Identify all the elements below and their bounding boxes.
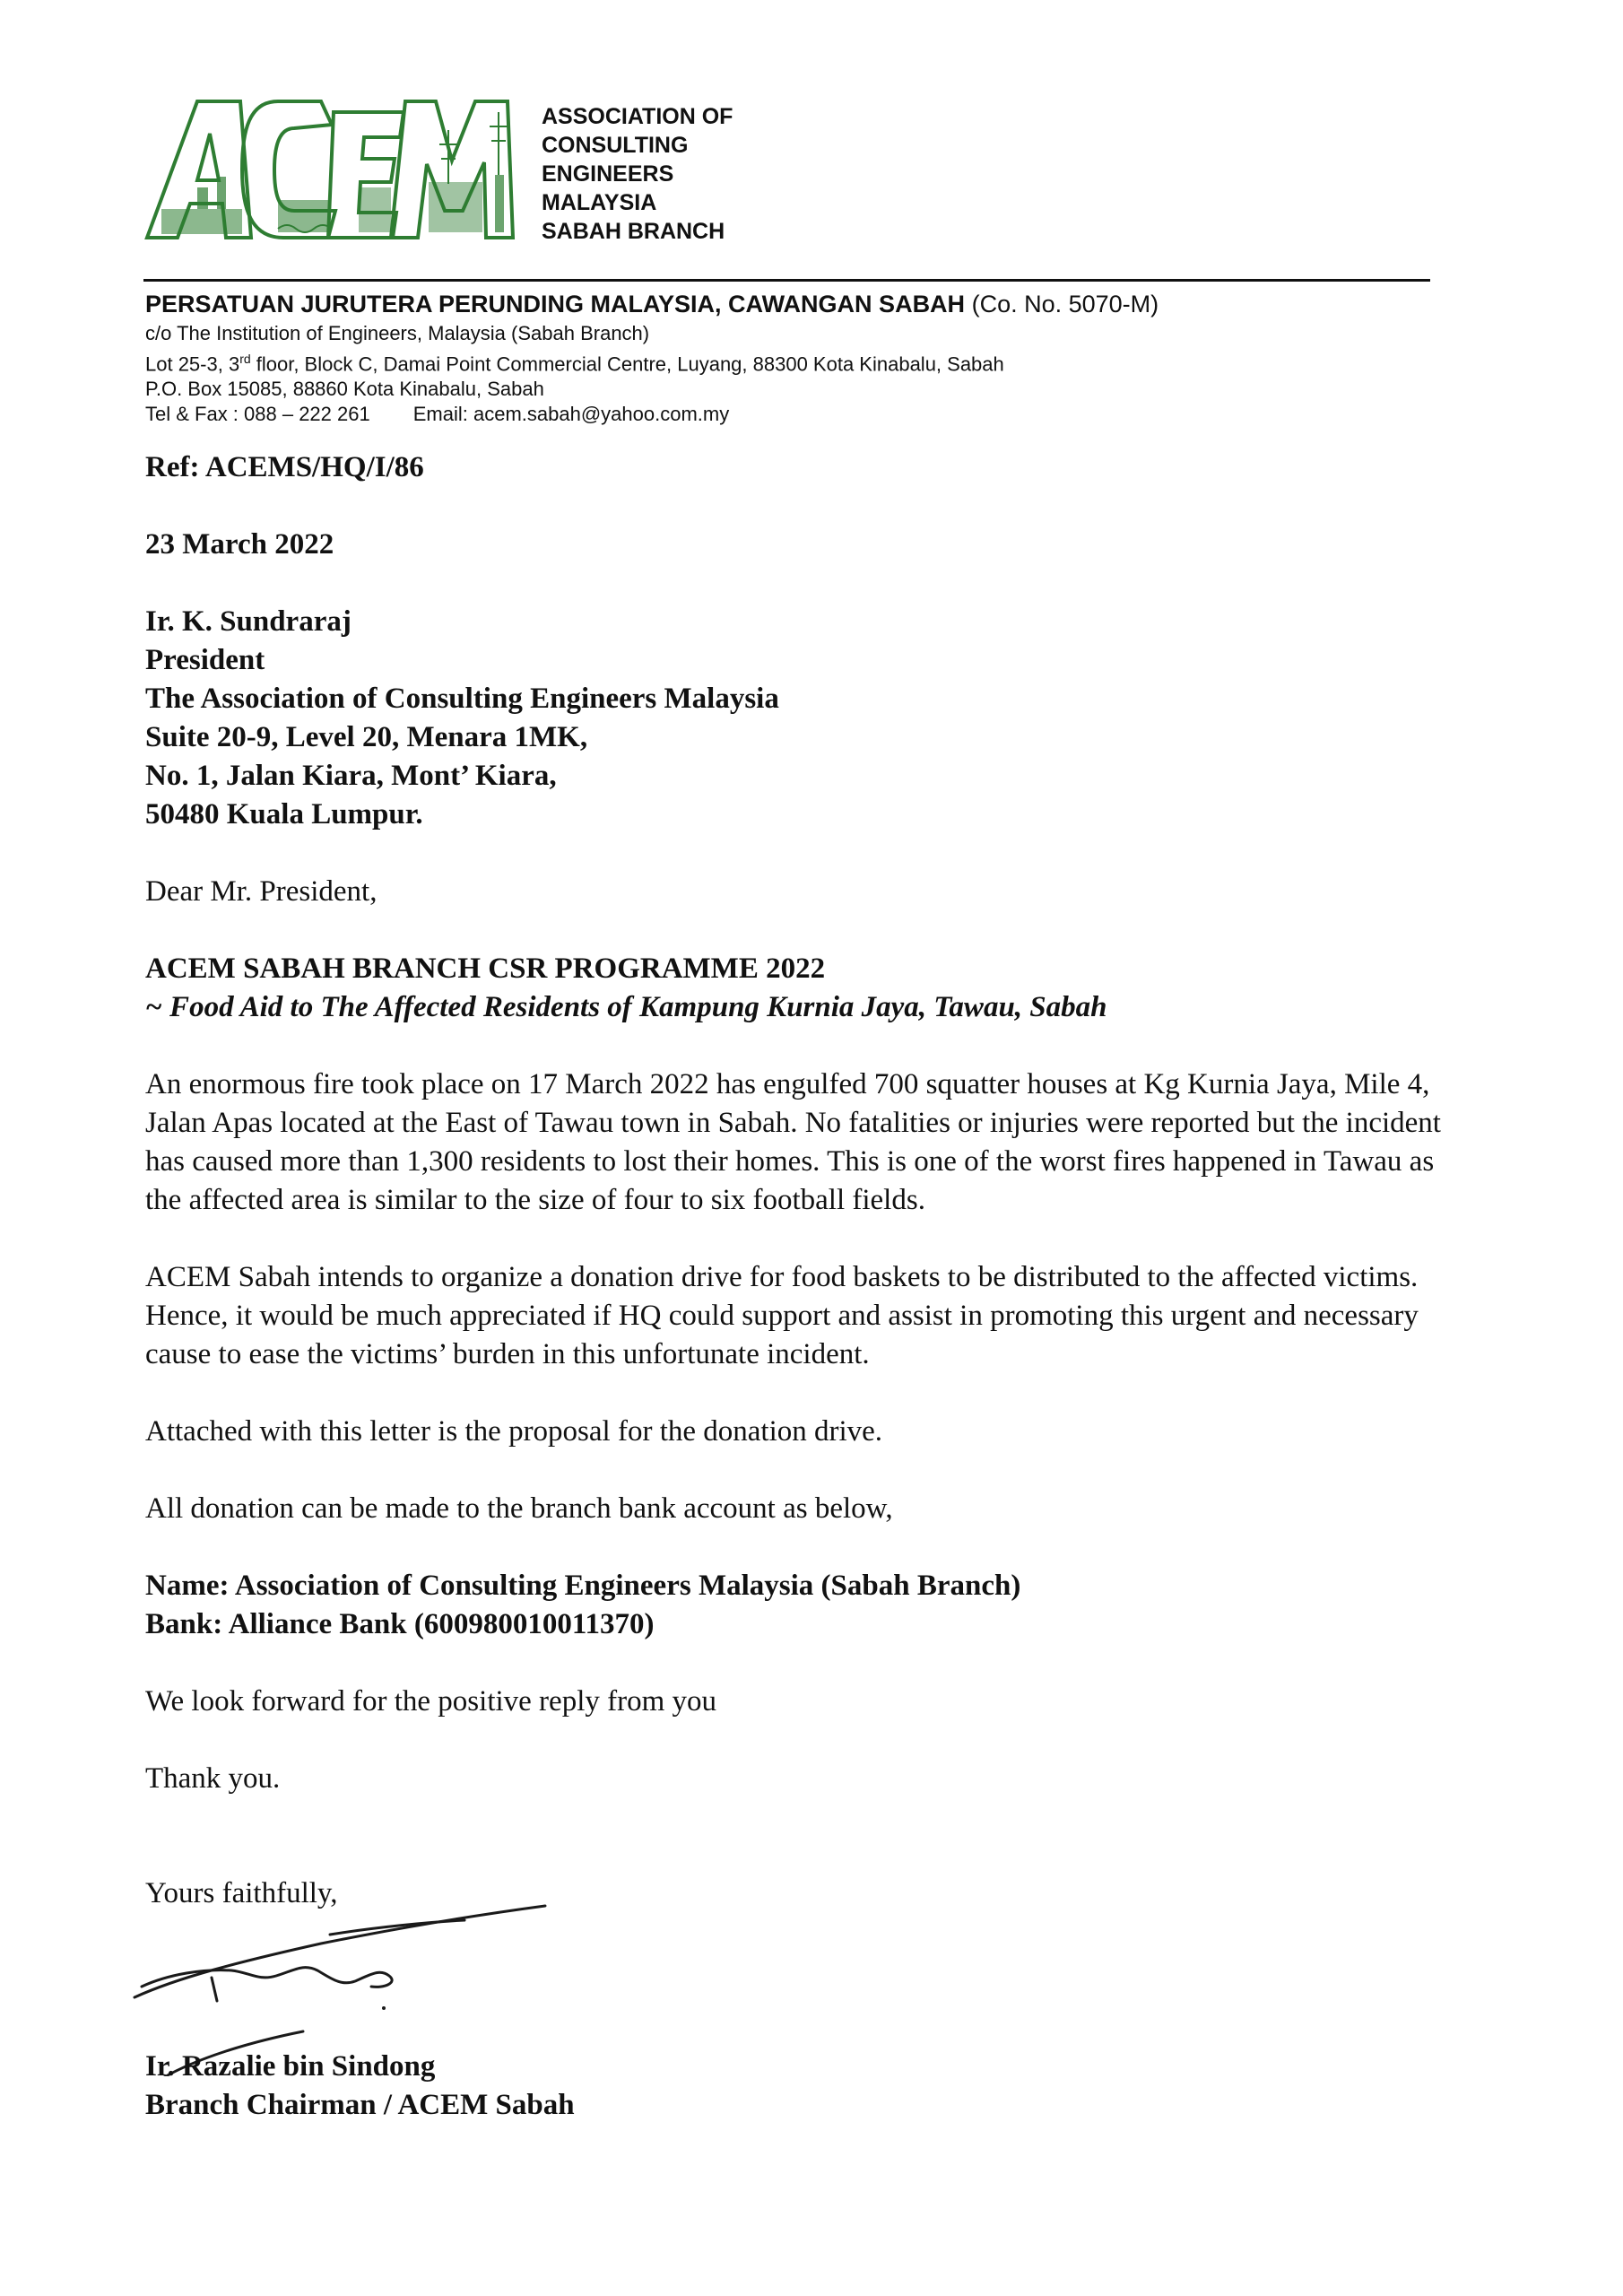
letterhead-contact — [145, 287, 1159, 427]
recipient-line: The Association of Consulting Engineers Malaysia — [145, 683, 779, 715]
closing-line: We look forward for the positive reply from you — [145, 1685, 717, 1718]
signer-title: Branch Chairman / ACEM Sabah — [145, 2089, 575, 2121]
org-line: ASSOCIATION OF — [542, 104, 733, 129]
body-paragraph: All donation can be made to the branch bank account as below, — [145, 1492, 893, 1525]
recipient-line: No. 1, Jalan Kiara, Mont’ Kiara, — [145, 760, 557, 792]
tel-fax: Tel & Fax : 088 – 222 261 — [145, 403, 370, 426]
subject-subtitle: ~ Food Aid to The Affected Residents of Kampung Kurnia Jaya, Tawau, Sabah — [145, 991, 1107, 1023]
recipient-line: Suite 20-9, Level 20, Menara 1MK, — [145, 721, 588, 753]
body-paragraph: An enormous fire took place on 17 March 2022 has engulfed 700 squatter houses at Kg Kurnia Jaya, Mile 4, Jalan Apas located at the East of Tawau town in Sabah. No fatalities or injuries were reported but the incident has caused more than 1,300 residents to lost their homes. This is one of the worst fires happened in Tawau as the affected area is similar to the size of four to six football fields. — [145, 1068, 1441, 1216]
signer-block — [145, 2048, 575, 2125]
thank-you: Thank you. — [145, 1762, 281, 1795]
reference-number: Ref: ACEMS/HQ/I/86 — [145, 451, 424, 483]
org-line: ENGINEERS — [542, 161, 674, 187]
malay-org-name: PERSATUAN JURUTERA PERUNDING MALAYSIA, CAWANGAN SABAH — [145, 291, 966, 317]
org-line: SABAH BRANCH — [542, 219, 725, 244]
recipient-line: Ir. K. Sundraraj — [145, 605, 352, 638]
body-paragraph: ACEM Sabah intends to organize a donation drive for food baskets to be distributed to the affected victims. Hence, it would be much appreciated if HQ could support and assist in promoting this urgent and necessary cause to ease the victims’ burden in this unfortunate incident. — [145, 1261, 1419, 1370]
po-box-line: P.O. Box 15085, 88860 Kota Kinabalu, Sabah — [145, 378, 544, 401]
salutation: Dear Mr. President, — [145, 875, 378, 908]
email: Email: acem.sabah@yahoo.com.my — [412, 403, 730, 426]
recipient-address — [145, 603, 1472, 834]
malay-org-name-line — [145, 287, 1159, 321]
letter-date: 23 March 2022 — [145, 528, 334, 561]
address-superscript: rd — [239, 352, 251, 366]
recipient-line: President — [145, 644, 265, 676]
address-line — [145, 346, 1159, 377]
recipient-line: 50480 Kuala Lumpur. — [145, 798, 423, 831]
bank-details — [145, 1567, 1472, 1644]
tel-email-line — [145, 402, 1159, 427]
signer-name: Ir. Razalie bin Sindong — [145, 2050, 436, 2083]
company-number: (Co. No. 5070-M) — [971, 291, 1159, 317]
address-start: Lot 25-3, 3 — [145, 352, 240, 376]
subject-block — [145, 950, 1472, 1027]
care-of-line: c/o The Institution of Engineers, Malaysia (Sabah Branch) — [145, 322, 650, 344]
letterhead-divider — [143, 279, 1430, 282]
org-line: MALAYSIA — [542, 190, 657, 215]
org-name-block — [542, 102, 733, 246]
body-paragraph: Attached with this letter is the proposal for the donation drive. — [145, 1415, 883, 1448]
bank-account-number: Bank: Alliance Bank (600980010011370) — [145, 1608, 655, 1640]
org-line: CONSULTING — [542, 133, 689, 158]
bank-account-name: Name: Association of Consulting Engineers Malaysia (Sabah Branch) — [145, 1570, 1021, 1602]
address-rest: floor, Block C, Damai Point Commercial Centre, Luyang, 88300 Kota Kinabalu, Sabah — [250, 352, 1004, 376]
subject-title: ACEM SABAH BRANCH CSR PROGRAMME 2022 — [145, 952, 826, 985]
letter-body — [145, 448, 1472, 1913]
acem-logo — [143, 94, 529, 247]
valediction: Yours faithfully, — [145, 1877, 338, 1909]
